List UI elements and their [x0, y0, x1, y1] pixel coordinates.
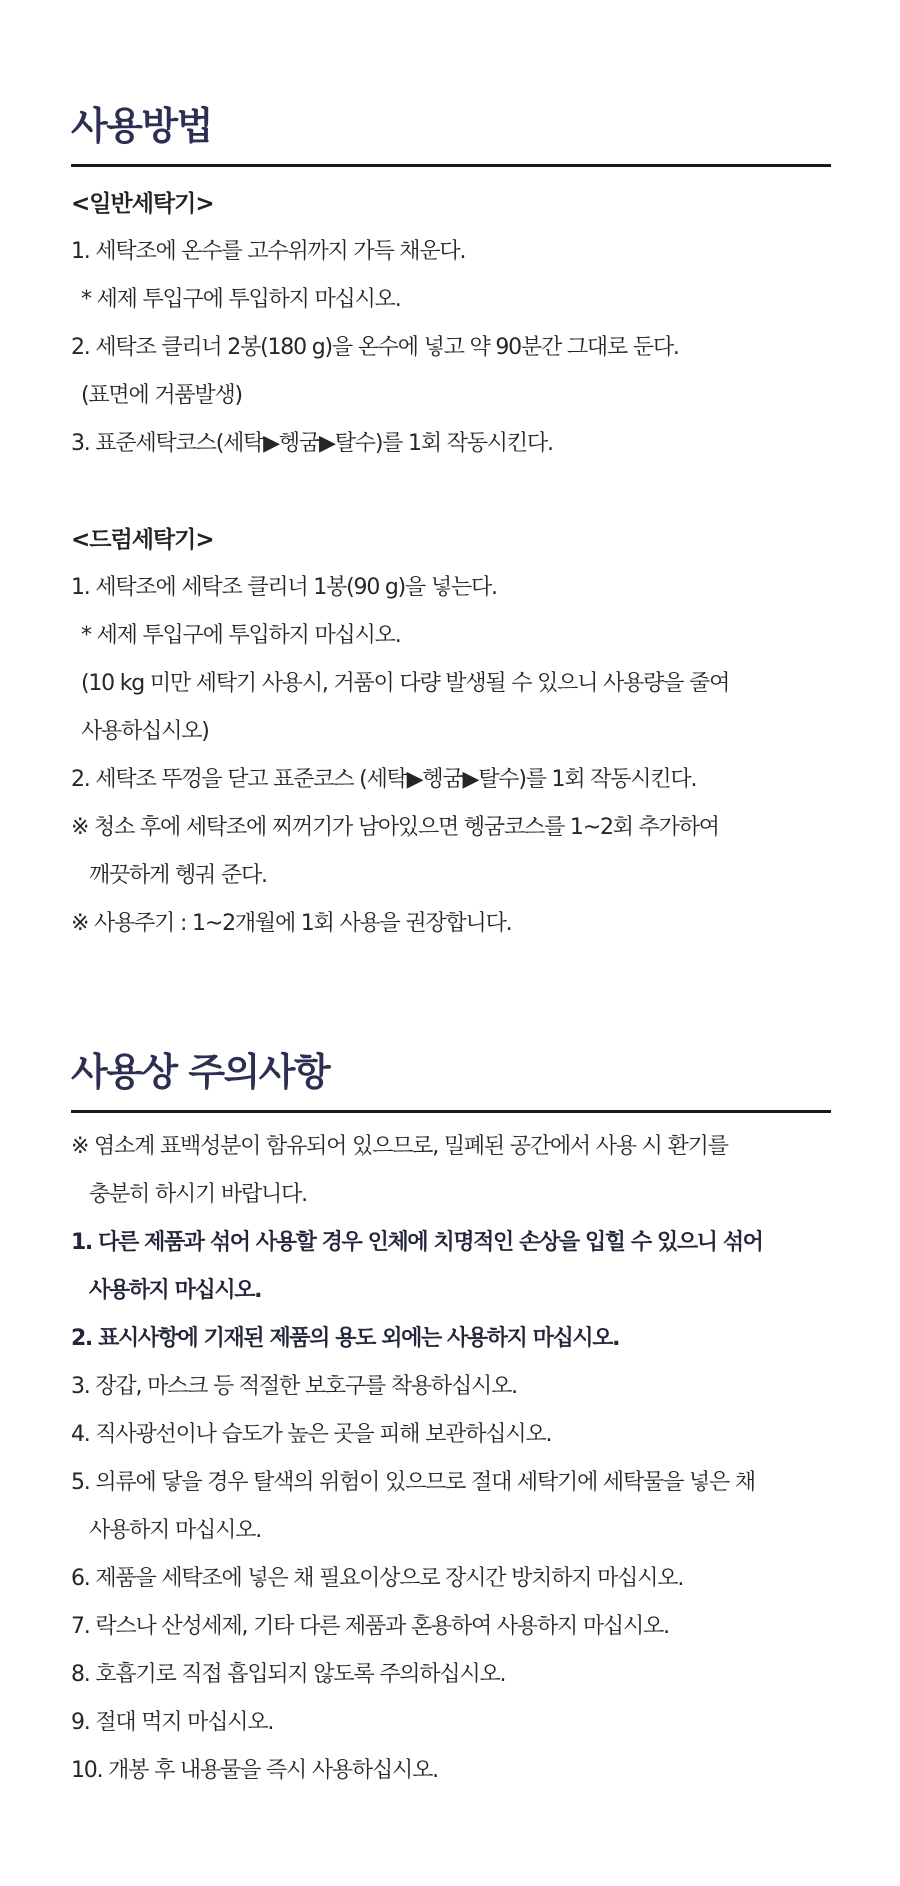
general-washer-heading: <일반세탁기>	[71, 191, 214, 217]
cautions-title: 사용상 주의사항	[71, 1050, 330, 1094]
general-note-detergent: * 세제 투입구에 투입하지 마십시오.	[81, 287, 401, 312]
caution-3: 3. 장갑, 마스크 등 적절한 보호구를 착용하십시오.	[71, 1374, 517, 1399]
drum-note-small-washer: (10 kg 미만 세탁기 사용시, 거품이 다량 발생될 수 있으니 사용량을 줄여	[81, 671, 730, 696]
caution-chlorine: ※ 염소계 표백성분이 함유되어 있으므로, 밀폐된 공간에서 사용 시 환기를	[71, 1134, 728, 1159]
caution-10: 10. 개봉 후 내용물을 즉시 사용하십시오.	[71, 1758, 438, 1783]
drum-washer-heading: <드럼세탁기>	[71, 527, 214, 553]
general-step-1: 1. 세탁조에 온수를 고수위까지 가득 채운다.	[71, 239, 466, 264]
drum-step-1: 1. 세탁조에 세탁조 클리너 1봉(90 g)을 넣는다.	[71, 575, 497, 600]
caution-8: 8. 호흡기로 직접 흡입되지 않도록 주의하십시오.	[71, 1662, 506, 1687]
caution-2: 2. 표시사항에 기재된 제품의 용도 외에는 사용하지 마십시오.	[71, 1326, 620, 1351]
usage-title: 사용방법	[71, 104, 212, 148]
caution-1-cont: 사용하지 마십시오.	[89, 1278, 262, 1303]
drum-note-detergent: * 세제 투입구에 투입하지 마십시오.	[81, 623, 401, 648]
caution-7: 7. 락스나 산성세제, 기타 다른 제품과 혼용하여 사용하지 마십시오.	[71, 1614, 669, 1639]
drum-note-small-washer-cont: 사용하십시오)	[81, 719, 209, 744]
caution-9: 9. 절대 먹지 마십시오.	[71, 1710, 274, 1735]
cautions-section	[71, 1046, 831, 1795]
caution-5-cont: 사용하지 마십시오.	[89, 1518, 262, 1543]
caution-6: 6. 제품을 세탁조에 넣은 채 필요이상으로 장시간 방치하지 마십시오.	[71, 1566, 684, 1591]
general-note-foam: (표면에 거품발생)	[81, 383, 242, 408]
drum-note-cycle: ※ 사용주기 : 1~2개월에 1회 사용을 권장합니다.	[71, 911, 512, 936]
drum-note-residue-cont: 깨끗하게 헹궈 준다.	[89, 863, 267, 888]
caution-1: 1. 다른 제품과 섞어 사용할 경우 인체에 치명적인 손상을 입힐 수 있으니 섞어	[71, 1230, 763, 1255]
general-step-3: 3. 표준세탁코스(세탁▶헹굼▶탈수)를 1회 작동시킨다.	[71, 431, 553, 456]
caution-4: 4. 직사광선이나 습도가 높은 곳을 피해 보관하십시오.	[71, 1422, 552, 1447]
usage-section	[71, 100, 831, 948]
drum-note-residue: ※ 청소 후에 세탁조에 찌꺼기가 남아있으면 헹굼코스를 1~2회 추가하여	[71, 815, 719, 840]
caution-5: 5. 의류에 닿을 경우 탈색의 위험이 있으므로 절대 세탁기에 세탁물을 넣은 채	[71, 1470, 755, 1495]
general-step-2: 2. 세탁조 클리너 2봉(180 g)을 온수에 넣고 약 90분간 그대로 둔다.	[71, 335, 679, 360]
drum-step-2: 2. 세탁조 뚜껑을 닫고 표준코스 (세탁▶헹굼▶탈수)를 1회 작동시킨다.	[71, 767, 697, 792]
caution-chlorine-cont: 충분히 하시기 바랍니다.	[89, 1182, 307, 1207]
spacer	[71, 468, 831, 516]
